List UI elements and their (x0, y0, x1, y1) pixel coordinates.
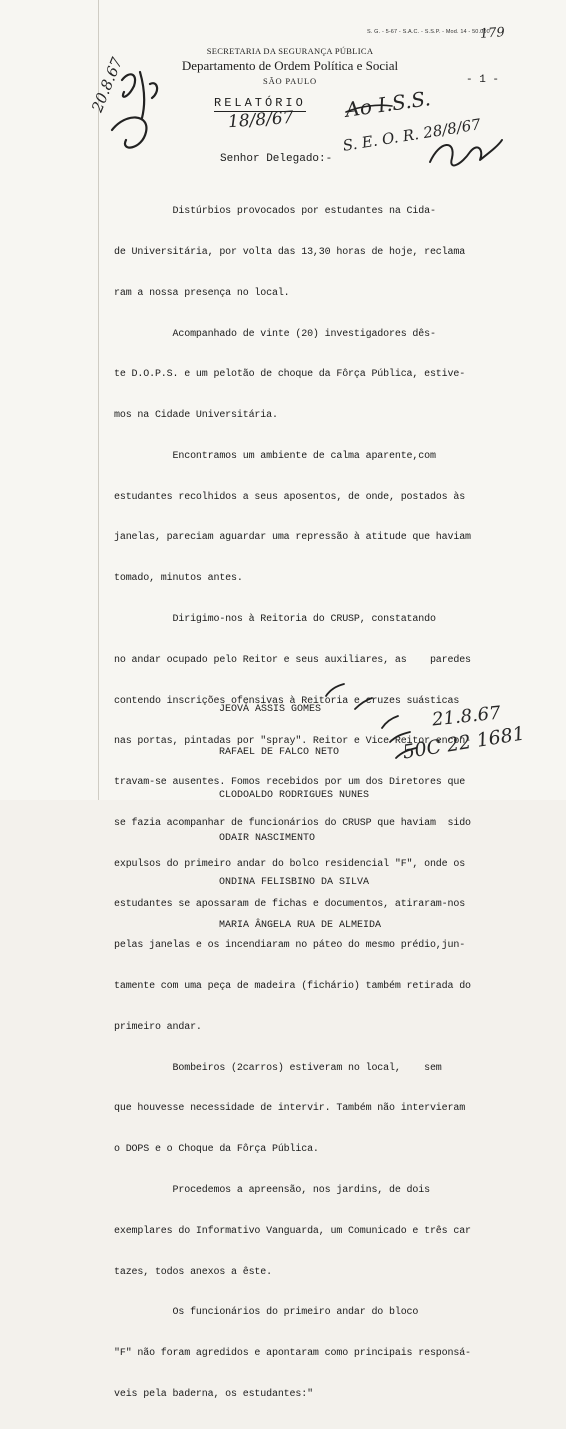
body-line: se fazia acompanhar de funcionários do CRUSP que haviam sido (114, 817, 471, 829)
form-code: S. G. - 5-67 - S.A.C. - S.S.P. - Mod. 14 - 50.000 (367, 29, 490, 35)
header-departamento: Departamento de Ordem Política e Social (181, 58, 399, 73)
body-line: estudantes se apossaram de fichas e documentos, atiraram-nos (114, 899, 466, 911)
margin-signature (112, 72, 157, 148)
handwritten-dated-note: S. E. O. R. 28/8/67 (341, 115, 482, 155)
header-secretaria: SECRETARIA DA SEGURANÇA PÚBLICA (206, 46, 374, 56)
handwritten-side-date: 21.8.67 (431, 702, 502, 731)
page-number: - 1 - (466, 74, 500, 86)
body-line: Procedemos a apreensão, nos jardins, de dois (114, 1184, 430, 1196)
check-mark (390, 732, 410, 742)
student-name: RAFAEL DE FALCO NETO (219, 747, 340, 759)
body-line: de Universitária, por volta das 13,30 horas de hoje, reclama (114, 246, 466, 258)
body-line: que houvesse necessidade de intervir. Também não intervieram (114, 1103, 466, 1115)
body-line: Dirigimo-nos à Reitoria do CRUSP, constatando (114, 614, 436, 625)
delegate-signature (430, 140, 502, 165)
body-line: tamente com uma peça de madeira (fichário) também retirada do (114, 981, 471, 993)
check-mark (396, 748, 416, 758)
greeting: Senhor Delegado:- (220, 153, 333, 165)
body-line: Encontramos um ambiente de calma aparente,com (114, 450, 436, 462)
header-city: SÃO PAULO (263, 76, 317, 86)
body-line: no andar ocupado pelo Reitor e seus auxiliares, as paredes (114, 654, 471, 666)
body-line: Distúrbios provocados por estudantes na Cida- (114, 206, 436, 218)
student-name: JEOVÁ ASSIS GOMES (219, 703, 322, 715)
student-name: ODAIR NASCIMENTO (219, 833, 316, 845)
body-line: mos na Cidade Universitária. (114, 410, 278, 422)
body-line: janelas, pareciam aguardar uma repressão à atitude que haviam (114, 532, 471, 544)
body-line: ram a nossa presença no local. (114, 287, 290, 299)
handwritten-title-date: 18/8/67 (227, 107, 295, 133)
check-mark (326, 684, 344, 696)
handwritten-filing-code: 50C 22 1681 (401, 722, 527, 764)
check-mark (382, 716, 398, 728)
title-underline-flourish (346, 105, 392, 112)
body-line: te D.O.P.S. e um pelotão de choque da Fôrça Pública, estive- (114, 369, 466, 381)
body-line: expulsos do primeiro andar do bolco residencial "F", onde os (114, 858, 466, 870)
body-line: exemplares do Informativo Vanguarda, um Comunicado e três car (114, 1225, 471, 1237)
body-line: nas portas, pintadas por "spray". Reitor e Vice-Reitor encon- (114, 736, 471, 748)
body-line: Acompanhado de vinte (20) investigadores dês- (114, 328, 436, 340)
document-title: RELATÓRIO (214, 96, 306, 110)
body-line: tomado, minutos antes. (114, 573, 243, 585)
body-line: pelas janelas e os incendiaram no páteo do mesmo prédio,jun- (114, 940, 466, 952)
check-mark (355, 698, 372, 709)
body-line: tazes, todos anexos a êste. (114, 1266, 272, 1278)
body-line: veis pela baderna, os estudantes:" (114, 1388, 313, 1400)
student-name: MARIA ÂNGELA RUA DE ALMEIDA (219, 919, 382, 931)
body-line: travam-se ausentes. Fomos recebidos por um dos Diretores que (114, 777, 466, 789)
body-line: Os funcionários do primeiro andar do bloco (114, 1307, 419, 1319)
body-line: o DOPS e o Choque da Fôrça Pública. (114, 1144, 319, 1156)
handwritten-top-number: 179 (479, 25, 506, 42)
body-line: estudantes recolhidos a seus aposentos, de onde, postados às (114, 491, 466, 503)
student-name: ONDINA FELISBINO DA SILVA (219, 876, 370, 888)
student-name: CLODOALDO RODRIGUES NUNES (219, 790, 370, 802)
handwritten-annotation: Ao I.S.S. (343, 86, 433, 122)
body-line: primeiro andar. (114, 1021, 202, 1033)
body-line: contendo inscrições ofensivas à Reitoria e cruzes suásticas (114, 695, 460, 707)
body-line: "F" não foram agredidos e apontaram como principais responsá- (114, 1348, 471, 1360)
body-line: Bombeiros (2carros) estiveram no local, sem (114, 1062, 442, 1074)
handwritten-margin-date: 20.8.67 (88, 54, 127, 115)
